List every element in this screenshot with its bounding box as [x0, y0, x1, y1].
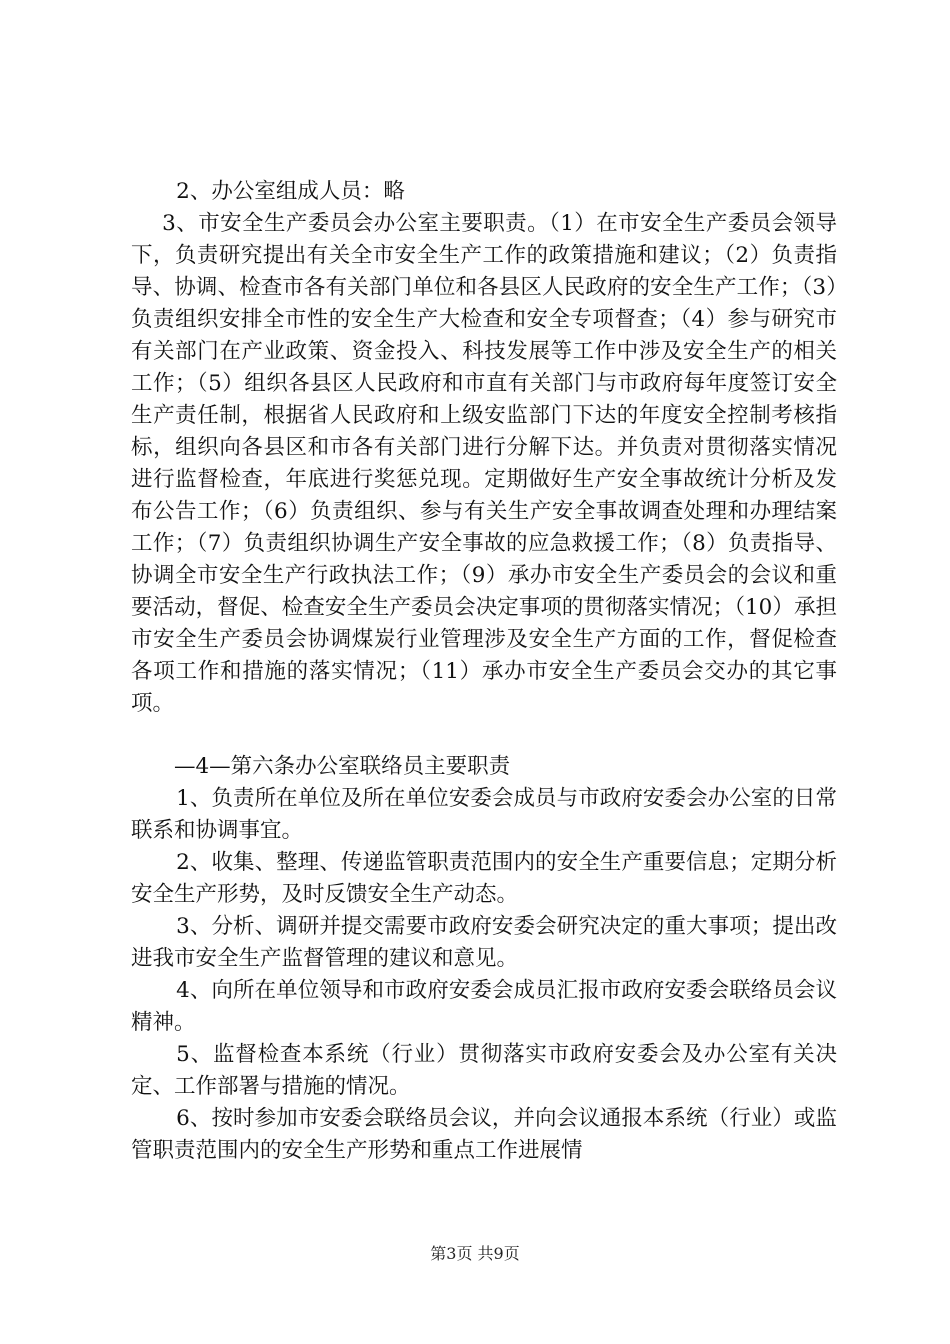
paragraph-liaison-duty-4: 4、向所在单位领导和市政府安委会成员汇报市政府安委会联络员会议精神。 — [131, 978, 837, 1035]
page-number-footer: 第3页 共9页 — [430, 1244, 520, 1263]
paragraph-office-members: 2、办公室组成人员：略 — [176, 179, 405, 204]
paragraph-liaison-duty-3: 3、分析、调研并提交需要市政府安委会研究决定的重大事项；提出改进我市安全生产监督管理的建议和意见。 — [131, 914, 837, 971]
paragraph-gap — [131, 720, 837, 751]
document-body — [131, 176, 837, 1167]
paragraph-liaison-duty-6: 6、按时参加市安委会联络员会议，并向会议通报本系统（行业）或监管职责范围内的安全生产形势和重点工作进展情 — [131, 1106, 837, 1163]
paragraph-liaison-duty-1: 1、负责所在单位及所在单位安委会成员与市政府安委会办公室的日常联系和协调事宜。 — [131, 786, 837, 843]
section-heading: —4—第六条办公室联络员主要职责 — [174, 754, 511, 779]
paragraph-office-duties: 3、市安全生产委员会办公室主要职责。（1）在市安全生产委员会领导下，负责研究提出有关全市安全生产工作的政策措施和建议；（2）负责指导、协调、检查市各有关部门单位和各县区人民政府的安全生产工作；（3）负责组织安排全市性的安全生产大检查和安全专项督查；（4）参与研究市有关部门在产业政策、资金投入、科技发展等工作中涉及安全生产的相关工作；（5）组织各县区人民政府和市直有关部门与市政府每年度签订安全生产责任制，根据省人民政府和上级安监部门下达的年度安全控制考核指标，组织向各县区和市各有关部门进行分解下达。并负责对贯彻落实情况进行监督检查，年底进行奖惩兑现。定期做好生产安全事故统计分析及发布公告工作；（6）负责组织、参与有关生产安全事故调查处理和办理结案工作；（7）负责组织协调生产安全事故的应急救援工作；（8）负责指导、协调全市安全生产行政执法工作；（9）承办市安全生产委员会的会议和重要活动，督促、检查安全生产委员会决定事项的贯彻落实情况；（10）承担市安全生产委员会协调煤炭行业管理涉及安全生产方面的工作，督促检查各项工作和措施的落实情况；（11）承办市安全生产委员会交办的其它事项。 — [131, 211, 837, 716]
paragraph-liaison-duty-5: 5、监督检查本系统（行业）贯彻落实市政府安委会及办公室有关决定、工作部署与措施的情况。 — [131, 1042, 837, 1099]
paragraph-liaison-duty-2: 2、收集、整理、传递监管职责范围内的安全生产重要信息；定期分析安全生产形势，及时反馈安全生产动态。 — [131, 850, 837, 907]
